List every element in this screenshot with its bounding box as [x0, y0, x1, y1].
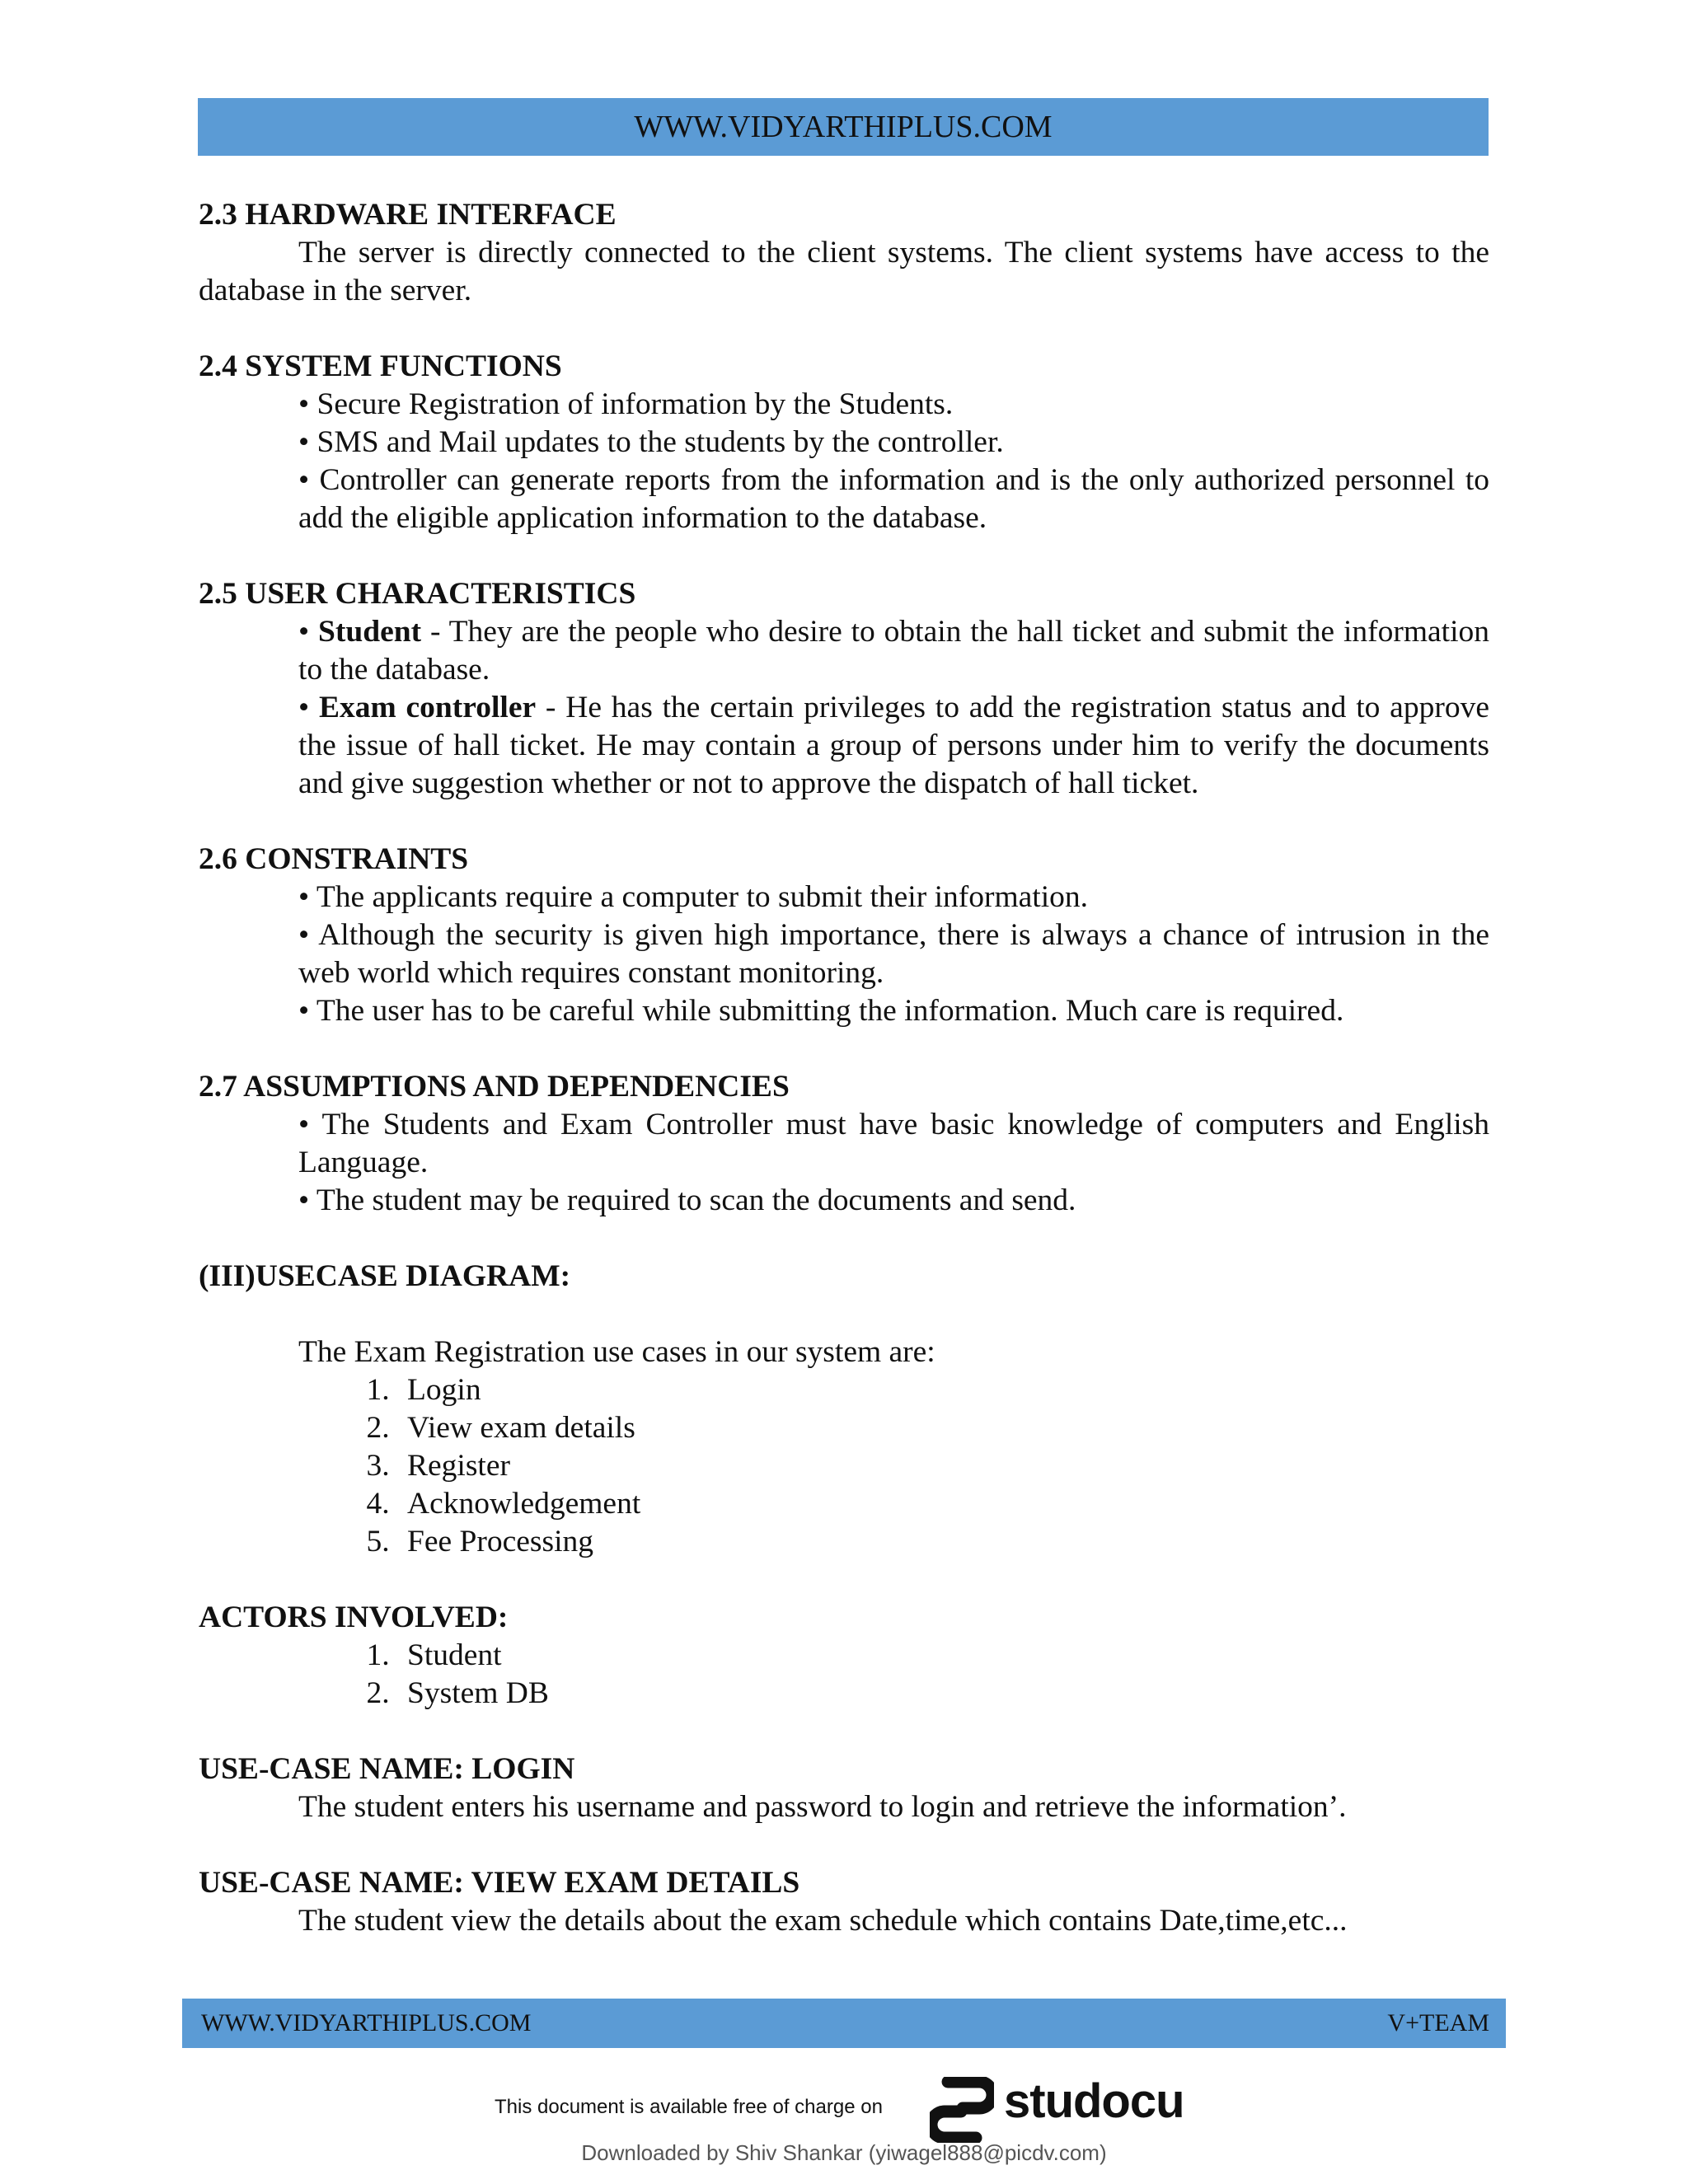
assumption-item: • The Students and Exam Controller must have basic knowledge of computers and English Language.: [298, 1108, 1489, 1179]
studocu-banner: [0, 2067, 1688, 2133]
actors-list: [199, 1637, 1489, 1713]
hardware-interface-text: The server is directly connected to the client systems. The client systems have access to the database in the server.: [199, 236, 1489, 307]
studocu-logo-text[interactable]: studocu: [1004, 2074, 1184, 2128]
header-site: WWW.VIDYARTHIPLUS.COM: [634, 110, 1053, 144]
uc-view-exam-text: The student view the details about the exam schedule which contains Date,time,etc...: [298, 1904, 1348, 1938]
heading-system-functions: 2.4 SYSTEM FUNCTIONS: [199, 349, 562, 383]
studocu-available-text: This document is available free of charge on: [495, 2096, 883, 2118]
list-item: 2. View exam details: [397, 1409, 1489, 1447]
constraint-item: • Although the security is given high importance, there is always a chance of intrusion in the web world which requires constant monitoring.: [298, 918, 1489, 990]
footer-band: [182, 1999, 1506, 2048]
controller-desc: - He has the certain privileges to add the registration status and to approve the issue of hall ticket. He may contain a group of persons under him to verify the documents and give suggestion whether or not to approve the dispatch of hall ticket.: [298, 691, 1489, 800]
constraint-item: • The user has to be careful while submitting the information. Much care is required.: [298, 994, 1344, 1028]
user-char-student: • Student - They are the people who desire to obtain the hall ticket and submit the information to the database.: [298, 615, 1489, 687]
user-char-controller: • Exam controller - He has the certain privileges to add the registration status and to approve the issue of hall ticket. He may contain a group of persons under him to verify the documents and give suggestion whether or not to approve the dispatch of hall ticket.: [298, 691, 1489, 800]
footer-team: V+TEAM: [1387, 2009, 1489, 2036]
controller-term: Exam controller: [318, 691, 537, 724]
system-function-item: • Controller can generate reports from the information and is the only authorized personnel to add the eligible application information to the database.: [298, 463, 1489, 535]
heading-constraints: 2.6 CONSTRAINTS: [199, 842, 469, 876]
heading-assumptions: 2.7 ASSUMPTIONS AND DEPENDENCIES: [199, 1070, 790, 1104]
header-band: [198, 98, 1489, 156]
heading-actors: ACTORS INVOLVED:: [199, 1601, 509, 1634]
document-body: [199, 196, 1489, 1940]
heading-uc-view-exam: USE-CASE NAME: VIEW EXAM DETAILS: [199, 1866, 800, 1900]
uc-login-text: The student enters his username and password to login and retrieve the information’.: [298, 1790, 1347, 1824]
student-term: Student: [318, 615, 422, 649]
list-item: 1. Student: [397, 1637, 1489, 1675]
list-item: 3. Register: [397, 1447, 1489, 1485]
usecase-intro: The Exam Registration use cases in our system are:: [298, 1335, 935, 1369]
assumption-item: • The student may be required to scan the documents and send.: [298, 1183, 1076, 1217]
footer-site: WWW.VIDYARTHIPLUS.COM: [201, 2009, 532, 2036]
heading-uc-login: USE-CASE NAME: LOGIN: [199, 1752, 575, 1786]
list-item: 5. Fee Processing: [397, 1523, 1489, 1561]
list-item: 1. Login: [397, 1371, 1489, 1409]
heading-usecase-diagram: (III)USECASE DIAGRAM:: [199, 1259, 571, 1293]
system-function-item: • SMS and Mail updates to the students by the controller.: [298, 425, 1004, 459]
heading-user-characteristics: 2.5 USER CHARACTERISTICS: [199, 577, 636, 611]
downloaded-by-text: Downloaded by Shiv Shankar (yiwagel888@picdv.com): [581, 2140, 1107, 2165]
list-item: 4. Acknowledgement: [397, 1485, 1489, 1523]
system-function-item: • Secure Registration of information by the Students.: [298, 387, 954, 421]
studocu-logo-icon: [930, 2077, 994, 2143]
constraint-item: • The applicants require a computer to submit their information.: [298, 880, 1089, 914]
heading-hardware-interface: 2.3 HARDWARE INTERFACE: [199, 198, 617, 232]
usecase-list: [199, 1371, 1489, 1561]
student-desc: - They are the people who desire to obtain the hall ticket and submit the information to the database.: [298, 615, 1489, 687]
list-item: 2. System DB: [397, 1675, 1489, 1713]
